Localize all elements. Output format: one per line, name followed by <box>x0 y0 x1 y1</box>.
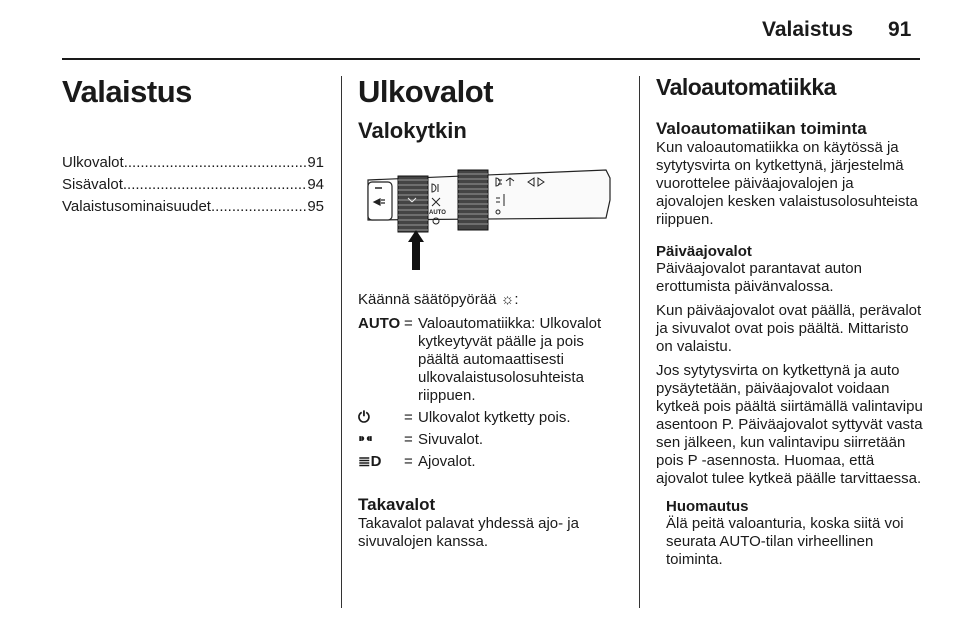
column-divider-1 <box>341 76 342 608</box>
section-title: Ulkovalot <box>358 74 494 109</box>
body-text: Kun valoautomatiikka on käytössä ja sytytysvirta on kytkettynä, järjestelmä vuorottelee päiväajovalojen ja ajovalojen kesken valaistusolosuhteista riippuen. <box>656 139 918 228</box>
toc-page: 95 <box>307 198 324 215</box>
toc-item-ulkovalot[interactable] <box>62 152 324 174</box>
up-arrow-icon <box>408 230 424 270</box>
position-equals: = <box>404 409 413 426</box>
header-rule <box>62 58 920 60</box>
figure-auto-label: AUTO <box>429 210 446 216</box>
subsection-title: Päiväajovalot <box>656 243 752 260</box>
light-switch-figure <box>358 158 613 276</box>
subsection-title: Valokytkin <box>358 118 467 143</box>
rotary-light-ring <box>398 176 428 232</box>
body-text: Kun päiväajovalot ovat päällä, perävalot ja sivuvalot ovat pois päältä. Mittaristo on valaistu. <box>656 302 922 355</box>
auto-light-column <box>656 74 924 569</box>
note-title: Huomautus <box>666 498 749 515</box>
power-off-icon: ⏻ <box>358 409 370 426</box>
toc-item-valaistusominaisuudet[interactable] <box>62 196 324 218</box>
switch-positions-list <box>358 315 620 471</box>
subsection-title: Takavalot <box>358 495 436 514</box>
toc-leader <box>124 152 308 174</box>
header-title: Valaistus <box>762 18 854 41</box>
table-of-contents <box>62 152 324 218</box>
position-off <box>358 409 620 427</box>
toc-label: Sisävalot <box>62 176 123 193</box>
toc-page: 94 <box>307 176 324 193</box>
toc-item-sisavalot[interactable] <box>62 174 324 196</box>
position-equals: = <box>404 431 413 448</box>
page-number: 91 <box>888 18 912 41</box>
toc-leader <box>123 174 307 196</box>
position-equals: = <box>404 315 413 332</box>
page-header <box>0 0 960 62</box>
toc-label: Valaistusominaisuudet <box>62 198 211 215</box>
position-headlights <box>358 453 620 471</box>
rotary-fog-ring <box>458 170 488 230</box>
note-text: Älä peitä valoanturia, koska siitä voi seurata AUTO-tilan virheellinen toiminta. <box>666 515 904 568</box>
toc-page: 91 <box>307 154 324 171</box>
body-text: Päiväajovalot parantavat auton erottumista päivänvalossa. <box>656 260 862 295</box>
column-divider-2 <box>639 76 640 608</box>
intro-text: Käännä säätöpyörää ☼: <box>358 291 519 308</box>
position-description: Ajovalot. <box>418 453 476 470</box>
position-auto <box>358 315 620 405</box>
exterior-lights-column <box>358 74 620 551</box>
toc-label: Ulkovalot <box>62 154 124 171</box>
body-text: Takavalot palavat yhdessä ajo- ja sivuvalojen kanssa. <box>358 515 579 550</box>
position-description: Sivuvalot. <box>418 431 484 448</box>
position-description: Valoautomatiikka: Ulkovalot kytkeytyvät päälle ja pois päältä automaattisesti ulkovalaistusolosuhteista riippuen. <box>418 315 602 404</box>
body-text: Jos sytytysvirta on kytkettynä ja auto pysäytetään, päiväajovalot voidaan kytkeä pois päältä siirtämällä valintavipu asentoon P. Päiväajovalot syttyvät vasta sen jälkeen, kun valintavipu siirretään pois P -asennosta. Huomaa, että ajovalot tulee kytkeä päälle tarvittaessa. <box>656 362 923 487</box>
headlight-icon: ≣D <box>358 453 382 470</box>
position-description: Ulkovalot kytketty pois. <box>418 409 571 426</box>
subsection-title: Valoautomatiikan toiminta <box>656 119 867 138</box>
section-title: Valoautomatiikka <box>656 74 836 100</box>
chapter-title: Valaistus <box>62 74 192 109</box>
note-box <box>666 498 924 569</box>
chapter-column <box>62 74 324 218</box>
sidelight-icon: ⁍⁌ <box>358 431 373 448</box>
position-sidelights <box>358 431 620 449</box>
position-key: AUTO <box>358 315 401 332</box>
toc-leader <box>211 196 307 218</box>
position-equals: = <box>404 453 413 470</box>
